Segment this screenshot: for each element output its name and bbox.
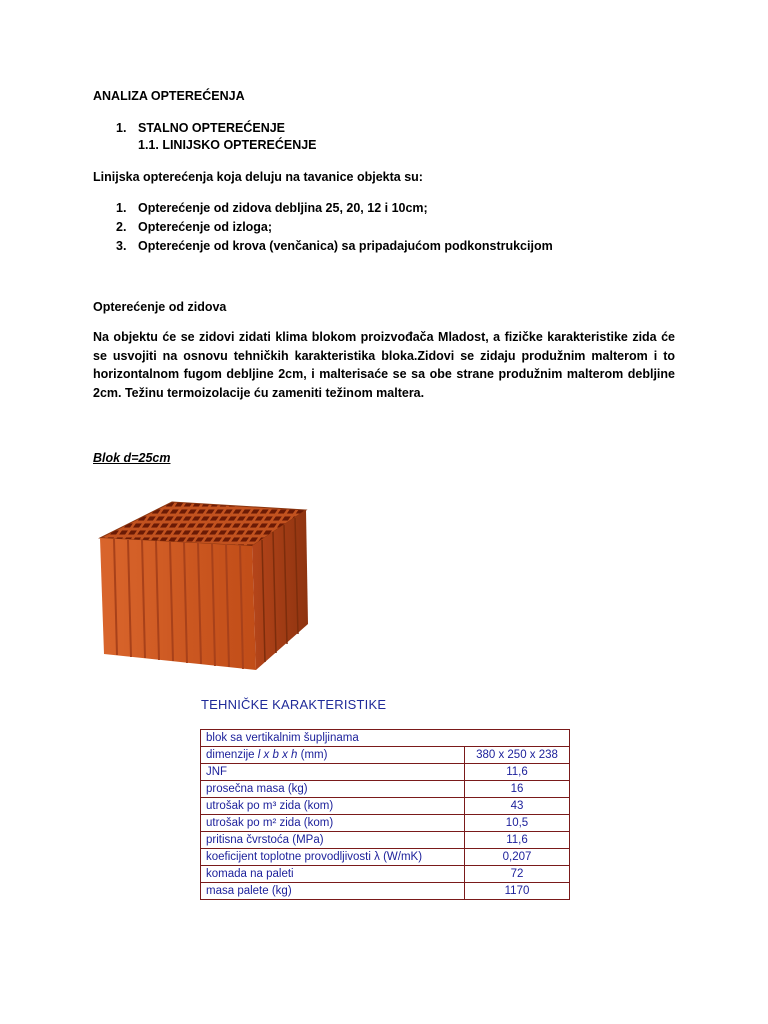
table-label-cell: dimenzije l x b x h (mm) — [201, 747, 465, 764]
list-item-text: Opterećenje od izloga; — [138, 220, 273, 234]
table-row — [201, 866, 570, 883]
table-value-cell: 72 — [465, 866, 570, 883]
table-value-cell: 1170 — [465, 883, 570, 900]
brick-image — [92, 494, 314, 676]
table-row — [201, 764, 570, 781]
table-row — [201, 849, 570, 866]
table-value-cell: 0,207 — [465, 849, 570, 866]
table-label-cell: koeficijent toplotne provodljivosti λ (W/mK) — [201, 849, 465, 866]
list-item — [116, 219, 272, 235]
table-label-cell: pritisna čvrstoća (MPa) — [201, 832, 465, 849]
section-1-1-heading: 1.1. LINIJSKO OPTEREĆENJE — [138, 138, 317, 152]
section-1-title: STALNO OPTEREĆENJE — [138, 121, 286, 135]
list-item — [116, 200, 428, 216]
subheading-walls: Opterećenje od zidova — [93, 300, 227, 314]
table-row — [201, 781, 570, 798]
table-value-cell: 11,6 — [465, 764, 570, 781]
table-value-cell: 10,5 — [465, 815, 570, 832]
table-row — [201, 730, 570, 747]
list-item-number: 2. — [116, 220, 127, 234]
table-value-cell: 43 — [465, 798, 570, 815]
table-row — [201, 883, 570, 900]
table-row — [201, 747, 570, 764]
table-header-cell: blok sa vertikalnim šupljinama — [201, 730, 570, 747]
table-value-cell: 11,6 — [465, 832, 570, 849]
tech-title: TEHNIČKE KARAKTERISTIKE — [201, 697, 387, 712]
table-label-cell: prosečna masa (kg) — [201, 781, 465, 798]
walls-paragraph: Na objektu će se zidovi zidati klima blokom proizvođača Mladost, a fizičke karakteristike zida će se usvojiti na osnovu tehničkih karakteristika bloka.Zidovi se zidaju produžnim malterom i to horizontalnom fugom debljine 2cm, i malterisaće se sa obe strane produžnim malterom debljine 2cm. Težinu termoizolacije ću zameniti težinom maltera. — [93, 330, 675, 401]
list-item-number: 1. — [116, 201, 127, 215]
table-label-cell: masa palete (kg) — [201, 883, 465, 900]
table-label-cell: JNF — [201, 764, 465, 781]
table-value-cell: 16 — [465, 781, 570, 798]
tech-table — [200, 729, 570, 900]
section-1-heading — [116, 120, 285, 136]
list-item-text: Opterećenje od krova (venčanica) sa pripadajućom podkonstrukcijom — [138, 239, 553, 253]
list-item-number: 3. — [116, 239, 127, 253]
section-1-number: 1. — [116, 121, 127, 135]
list-item — [116, 238, 553, 254]
block-label: Blok d=25cm — [93, 451, 171, 465]
table-row — [201, 832, 570, 849]
table-row — [201, 815, 570, 832]
intro-text: Linijska opterećenja koja deluju na tavanice objekta su: — [93, 170, 423, 184]
table-label-cell: komada na paleti — [201, 866, 465, 883]
table-value-cell: 380 x 250 x 238 — [465, 747, 570, 764]
table-label-cell: utrošak po m² zida (kom) — [201, 815, 465, 832]
table-row — [201, 798, 570, 815]
document-heading: ANALIZA OPTEREĆENJA — [93, 89, 245, 103]
list-item-text: Opterećenje od zidova debljina 25, 20, 12 i 10cm; — [138, 201, 428, 215]
table-label-cell: utrošak po m³ zida (kom) — [201, 798, 465, 815]
